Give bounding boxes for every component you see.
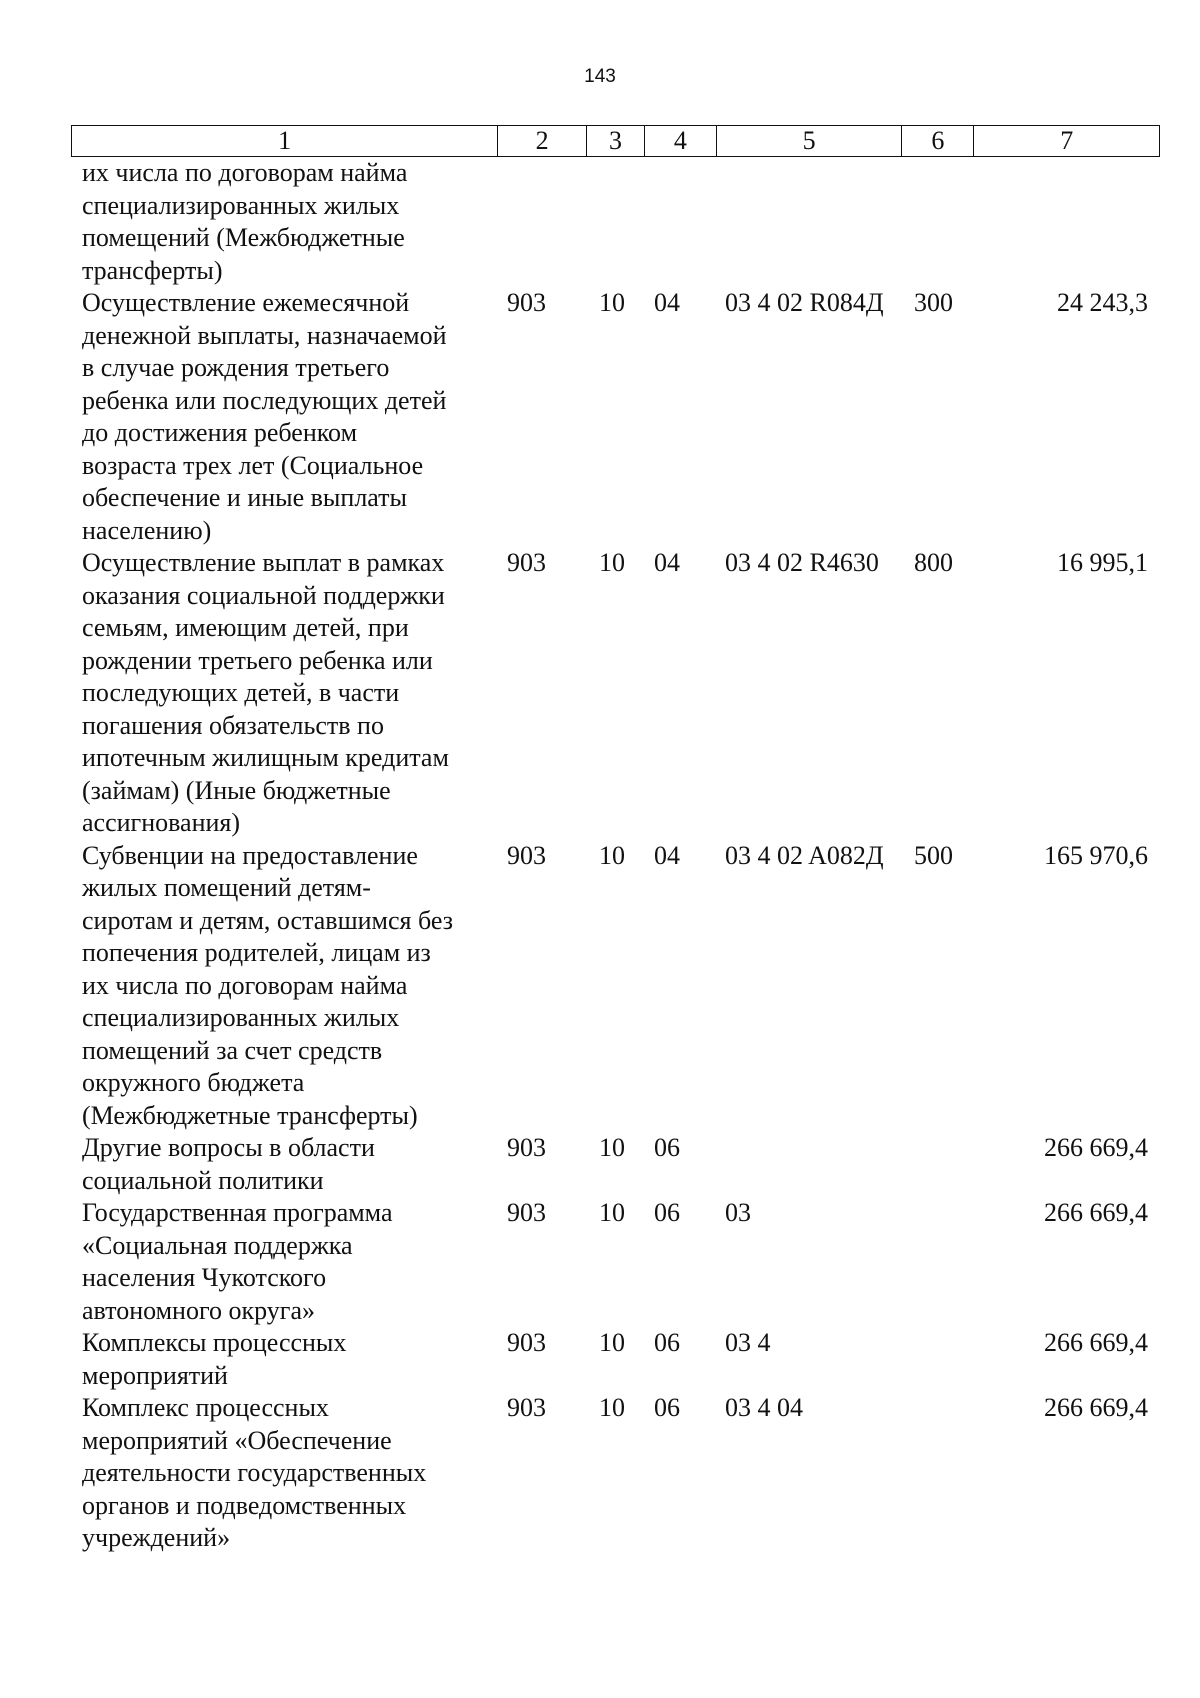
subsection-cell: 06: [654, 1133, 680, 1162]
table-row: [71, 1392, 1160, 1555]
row-name-line: (займам) (Иные бюджетные: [82, 775, 391, 805]
expense-type-cell: [903, 1327, 975, 1392]
row-name-line: трансферты): [82, 255, 223, 285]
amount-cell: 266 669,4: [1044, 1328, 1148, 1357]
admin-code-cell: 903: [507, 288, 546, 317]
row-name-line: социальной политики: [82, 1165, 324, 1195]
row-name-cell: [71, 1392, 498, 1555]
row-name-line: погашения обязательств по: [82, 710, 384, 740]
header-col-5: 5: [717, 126, 903, 156]
row-name-line: деятельности государственных: [82, 1458, 427, 1487]
row-name-line: в случае рождения третьего: [82, 353, 390, 382]
row-name-line: обеспечение и иные выплаты: [82, 483, 407, 512]
target-article-cell: 03 4: [725, 1328, 771, 1357]
table-row: [71, 1197, 1160, 1327]
row-name-line: Субвенции на предоставление: [82, 840, 418, 870]
row-name-line: семьям, имеющим детей, при: [82, 613, 409, 642]
admin-code-cell: [498, 157, 587, 287]
amount-cell: 24 243,3: [1057, 288, 1148, 317]
row-name-cell: [71, 1197, 498, 1327]
table-row: [71, 287, 1160, 547]
row-name-line: Комплекс процессных: [82, 1393, 329, 1422]
amount-cell: [975, 157, 1160, 287]
row-name-line: попечения родителей, лицам из: [82, 938, 431, 967]
target-article-cell: [717, 1132, 903, 1197]
header-col-1: 1: [72, 126, 498, 156]
row-name-cell: [71, 1327, 498, 1392]
row-name-line: специализированных жилых: [82, 1003, 400, 1032]
expense-type-cell: 300: [914, 288, 953, 317]
row-name-line: мероприятий: [82, 1360, 228, 1390]
table-body: [71, 157, 1160, 1555]
expense-type-cell: 800: [914, 548, 953, 577]
row-name-line: Осуществление выплат в рамках: [82, 548, 445, 577]
section-cell: 10: [599, 1133, 625, 1162]
expense-type-cell: [903, 1132, 975, 1197]
table-row: [71, 157, 1160, 287]
header-col-6: 6: [902, 126, 974, 156]
table-row: [71, 1132, 1160, 1197]
row-name-line: (Межбюджетные трансферты): [82, 1100, 418, 1130]
header-col-7: 7: [1060, 126, 1074, 155]
row-name-line: возраста трех лет (Социальное: [82, 450, 424, 480]
row-name-line: ассигнования): [82, 808, 241, 837]
subsection-cell: 06: [654, 1198, 680, 1227]
section-cell: [587, 157, 645, 287]
row-name-line: «Социальная поддержка: [82, 1230, 353, 1260]
table-row: [71, 840, 1160, 1133]
expense-type-cell: [903, 1197, 975, 1327]
admin-code-cell: 903: [507, 1328, 546, 1357]
row-name-cell: [71, 157, 498, 287]
row-name-line: органов и подведомственных: [82, 1490, 407, 1520]
section-cell: 10: [599, 1198, 625, 1227]
row-name-line: помещений за счет средств: [82, 1035, 383, 1065]
row-name-cell: [71, 840, 498, 1133]
row-name-line: помещений (Межбюджетные: [82, 223, 405, 252]
expense-type-cell: [903, 1392, 975, 1555]
row-name-line: оказания социальной поддержки: [82, 580, 445, 610]
expense-type-cell: [903, 157, 975, 287]
admin-code-cell: 903: [507, 1393, 546, 1422]
row-name-cell: [71, 1132, 498, 1197]
table-header: [71, 125, 1160, 157]
row-name-line: специализированных жилых: [82, 190, 400, 220]
subsection-cell: 04: [654, 548, 680, 577]
row-name-cell: [71, 547, 498, 840]
target-article-cell: 03 4 02 R084Д: [725, 288, 884, 317]
row-name-line: Комплексы процессных: [82, 1328, 347, 1357]
admin-code-cell: 903: [507, 1133, 546, 1162]
section-cell: 10: [599, 1393, 625, 1422]
row-name-line: Осуществление ежемесячной: [82, 288, 410, 317]
target-article-cell: 03: [725, 1198, 751, 1227]
row-name-line: Государственная программа: [82, 1198, 393, 1227]
target-article-cell: [717, 157, 903, 287]
row-name-line: окружного бюджета: [82, 1068, 305, 1097]
row-name-line: мероприятий «Обеспечение: [82, 1425, 392, 1455]
row-name-line: до достижения ребенком: [82, 418, 358, 447]
row-name-line: Другие вопросы в области: [82, 1133, 375, 1162]
row-name-line: сиротам и детям, оставшимся без: [82, 905, 453, 935]
header-col-2: 2: [498, 126, 587, 156]
subsection-cell: [645, 157, 717, 287]
section-cell: 10: [599, 840, 625, 870]
section-cell: 10: [599, 288, 625, 317]
header-col-3: 3: [587, 126, 645, 156]
expense-type-cell: 500: [914, 840, 953, 870]
row-name-line: ипотечным жилищным кредитам: [82, 743, 449, 772]
table-row: [71, 547, 1160, 840]
amount-cell: 16 995,1: [1057, 548, 1148, 577]
table-row: [71, 1327, 1160, 1392]
row-name-line: их числа по договорам найма: [82, 970, 408, 1000]
amount-cell: 165 970,6: [1044, 840, 1148, 870]
row-name-line: последующих детей, в части: [82, 678, 400, 707]
row-name-line: автономного округа»: [82, 1295, 315, 1325]
row-name-line: населению): [82, 515, 212, 545]
subsection-cell: 06: [654, 1393, 680, 1422]
row-name-cell: [71, 287, 498, 547]
row-name-line: ребенка или последующих детей: [82, 385, 447, 415]
target-article-cell: 03 4 04: [725, 1393, 803, 1422]
admin-code-cell: 903: [507, 1198, 546, 1227]
row-name-line: населения Чукотского: [82, 1263, 327, 1292]
row-name-line: денежной выплаты, назначаемой: [82, 320, 447, 350]
row-name-line: их числа по договорам найма: [82, 158, 408, 187]
header-col-4: 4: [645, 126, 717, 156]
target-article-cell: 03 4 02 A082Д: [725, 840, 884, 870]
amount-cell: 266 669,4: [1044, 1198, 1148, 1227]
amount-cell: 266 669,4: [1044, 1393, 1148, 1422]
section-cell: 10: [599, 548, 625, 577]
target-article-cell: 03 4 02 R4630: [725, 548, 879, 577]
amount-cell: 266 669,4: [1044, 1133, 1148, 1162]
admin-code-cell: 903: [507, 840, 546, 870]
row-name-line: рождении третьего ребенка или: [82, 645, 433, 675]
page-number: 143: [584, 66, 616, 87]
subsection-cell: 04: [654, 840, 680, 870]
subsection-cell: 06: [654, 1328, 680, 1357]
row-name-line: учреждений»: [82, 1523, 231, 1552]
row-name-line: жилых помещений детям-: [82, 873, 371, 902]
section-cell: 10: [599, 1328, 625, 1357]
admin-code-cell: 903: [507, 548, 546, 577]
subsection-cell: 04: [654, 288, 680, 317]
